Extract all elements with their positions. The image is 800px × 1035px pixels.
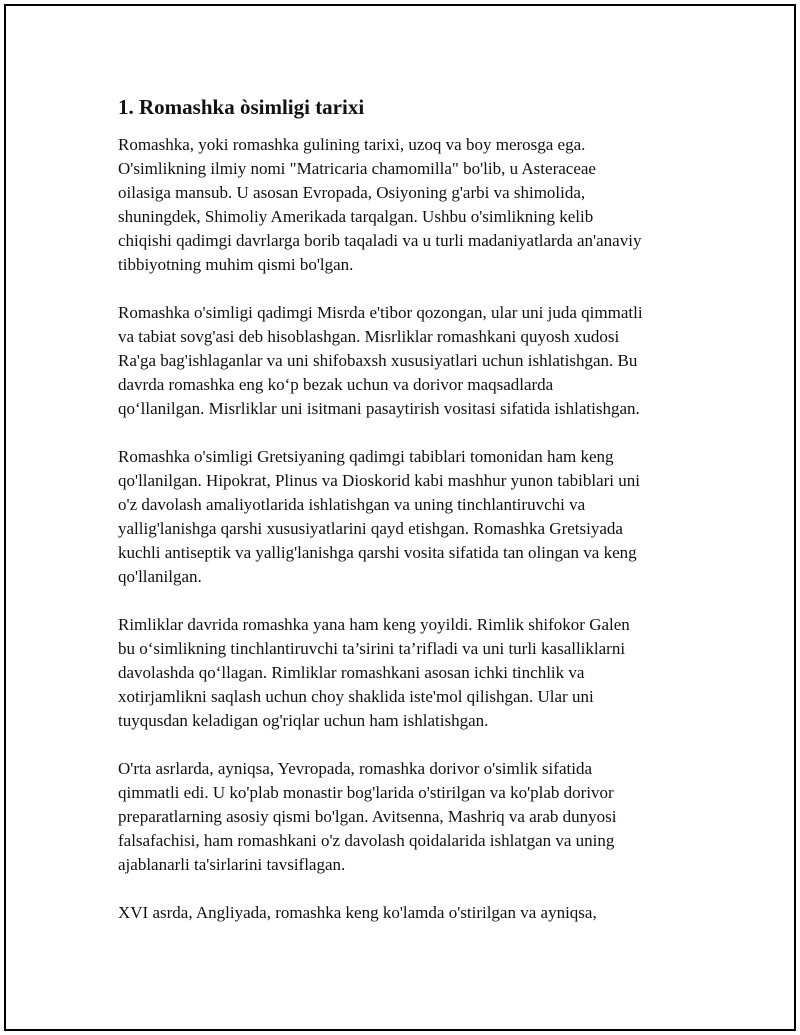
paragraph-line: Romashka o'simligi Gretsiyaning qadimgi tabiblari tomonidan ham keng (118, 447, 614, 466)
paragraph-line: o'z davolash amaliyotlarida ishlatishgan va uning tinchlantiruvchi va (118, 495, 586, 514)
paragraph-line: davrda romashka eng ko‘p bezak uchun va dorivor maqsadlarda (118, 375, 554, 394)
paragraph-line: qimmatli edi. U ko'plab monastir bog'larida o'stirilgan va ko'plab dorivor (118, 783, 614, 802)
paragraph-line: xotirjamlikni saqlash uchun choy shaklida iste'mol qilishgan. Ular uni (118, 687, 594, 706)
paragraph-line: ajablanarli ta'sirlarini tavsiflagan. (118, 855, 346, 874)
paragraph-line: qo'llanilgan. (118, 567, 202, 586)
paragraph-line: davolashda qo‘llagan. Rimliklar romashkani asosan ichki tinchlik va (118, 663, 585, 682)
paragraph-line: preparatlarning asosiy qismi bo'lgan. Avitsenna, Mashriq va arab dunyosi (118, 807, 617, 826)
paragraph-line: O'rta asrlarda, ayniqsa, Yevropada, romashka dorivor o'simlik sifatida (118, 759, 592, 778)
section-heading: 1. Romashka òsimligi tarixi (118, 95, 365, 119)
paragraph-2 (118, 301, 698, 421)
paragraph-line: va tabiat sovg'asi deb hisoblashgan. Misrliklar romashkani quyosh xudosi (118, 327, 620, 346)
paragraph-line: kuchli antiseptik va yallig'lanishga qarshi vosita sifatida tan olingan va keng (118, 543, 637, 562)
paragraph-line: tibbiyotning muhim qismi bo'lgan. (118, 255, 354, 274)
paragraph-line: tuyqusdan keladigan og'riqlar uchun ham ishlatishgan. (118, 711, 489, 730)
paragraph-line: qo'llanilgan. Hipokrat, Plinus va Dioskorid kabi mashhur yunon tabiblari uni (118, 471, 640, 490)
paragraph-line: Ra'ga bag'ishlaganlar va uni shifobaxsh xususiyatlari uchun ishlatishgan. Bu (118, 351, 638, 370)
paragraph-line: chiqishi qadimgi davrlarga borib taqaladi va u turli madaniyatlarda an'anaviy (118, 231, 642, 250)
paragraph-1 (118, 133, 698, 277)
paragraph-4 (118, 613, 698, 733)
paragraph-line: shuningdek, Shimoliy Amerikada tarqalgan. Ushbu o'simlikning kelib (118, 207, 594, 226)
paragraph-line: yallig'lanishga qarshi xususiyatlarini qayd etishgan. Romashka Gretsiyada (118, 519, 623, 538)
paragraph-3 (118, 445, 698, 589)
paragraph-6 (118, 901, 698, 925)
paragraph-line: Romashka o'simligi qadimgi Misrda e'tibor qozongan, ular uni juda qimmatli (118, 303, 643, 322)
paragraph-5 (118, 757, 698, 877)
document-body (118, 92, 698, 949)
paragraph-line: Romashka, yoki romashka gulining tarixi, uzoq va boy merosga ega. (118, 135, 586, 154)
paragraph-line: Rimliklar davrida romashka yana ham keng yoyildi. Rimlik shifokor Galen (118, 615, 630, 634)
paragraph-line: XVI asrda, Angliyada, romashka keng ko'lamda o'stirilgan va ayniqsa, (118, 903, 597, 922)
paragraph-line: bu o‘simlikning tinchlantiruvchi ta’sirini ta’rifladi va uni turli kasalliklarni (118, 639, 626, 658)
paragraph-line: O'simlikning ilmiy nomi "Matricaria chamomilla" bo'lib, u Asteraceae (118, 159, 596, 178)
paragraph-line: falsafachisi, ham romashkani o'z davolash qoidalarida ishlatgan va uning (118, 831, 615, 850)
paragraph-line: qo‘llanilgan. Misrliklar uni isitmani pasaytirish vositasi sifatida ishlatishgan. (118, 399, 640, 418)
paragraph-line: oilasiga mansub. U asosan Evropada, Osiyoning g'arbi va shimolida, (118, 183, 586, 202)
